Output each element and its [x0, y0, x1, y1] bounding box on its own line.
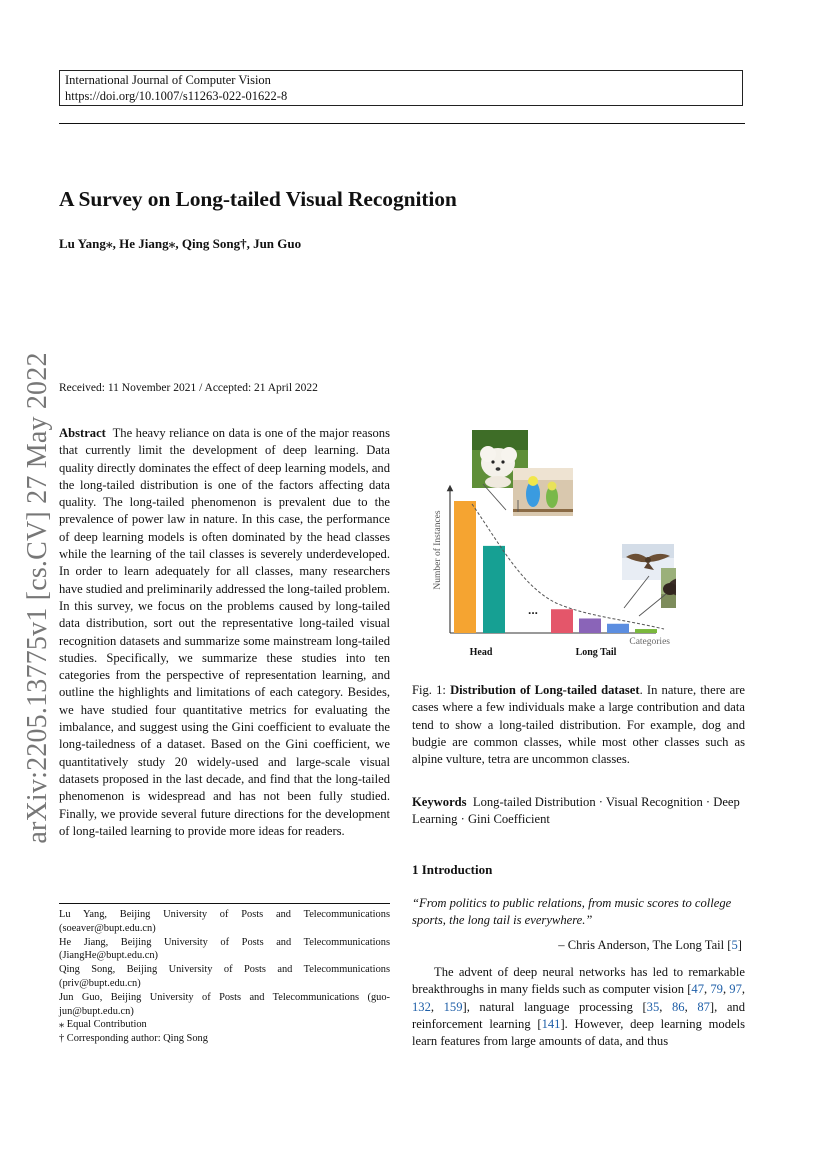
- epigraph-quote: “From politics to public relations, from music scores to college sports, the long tail is everywhere.”: [412, 896, 732, 928]
- intro-text: ], and reinforcement learning [: [412, 999, 746, 1031]
- author-list: Lu Yang⁎, He Jiang⁎, Qing Song†, Jun Guo: [59, 236, 302, 251]
- head-label: Head: [469, 647, 493, 658]
- ellipsis-mark: ...: [528, 603, 539, 617]
- bar-category-4: [579, 618, 601, 633]
- bar-category-3: [551, 609, 573, 633]
- caption-text: . In nature, there are cases where a few individuals make a large contribution and data tend to show a long-tailed distribution. For example, dog and budgie are common classes, while most other classes such as alpine vulture, tetra are uncommon classes.: [412, 683, 746, 767]
- boar-photo: [661, 568, 676, 608]
- keywords-label: Keywords: [412, 795, 467, 809]
- footnote-corresponding: † Corresponding author: Qing Song: [59, 1033, 208, 1045]
- x-axis-label: Categories: [629, 637, 670, 647]
- citation-link[interactable]: 87: [697, 999, 710, 1014]
- citation-link[interactable]: 141: [541, 1016, 561, 1031]
- intro-text: ]. However, deep learning models learn features from large amounts of data, and thus: [412, 1016, 745, 1049]
- bar-category-1: [454, 501, 476, 633]
- footnote-affiliation: He Jiang, Beijing University of Posts and Telecommunications (JiangHe@bupt.edu.cn): [59, 936, 390, 962]
- header-rule: [59, 123, 745, 124]
- long-tail-label: Long Tail: [575, 647, 617, 658]
- caption-label: Fig. 1:: [412, 683, 446, 697]
- abstract-text: The heavy reliance on data is one of the major reasons that currently limit the development of deep learning. Data quality directly dominates the effect of deep learning models, and the long-tailed distribution is one of the factors affecting data quality. The long-tailed phenomenon is prevalent due to the prevalence of power law in nature. In this case, the performance of deep learning models is often dominated by the head classes while the learning of the tail classes is severely underdeveloped. In order to learn adequately for all classes, many researchers have studied and preliminarily addressed the long-tailed problem. In this survey, we focus on the problems caused by long-tailed data distribution, sort out the representative long-tailed visual recognition datasets and summarize some mainstream long-tailed studies. Specifically, we summarize these studies into ten categories from the perspective of representation learning, and outline the highlights and limitations of each category. Besides, we have studied four quantitative metrics for evaluating the imbalance, and suggest using the Gini coefficient to evaluate the long-tailedness of a dataset. Based on the Gini coefficient, we quantitatively study 20 widely-used and large-scale visual datasets proposed in the last decade, and find that the long-tailed phenomenon is widespread and has not been fully studied. Finally, we provide several future directions for the development of long-tailed learning to provide more ideas for readers.: [59, 426, 390, 838]
- figure-caption: [412, 682, 745, 768]
- abstract-label: Abstract: [59, 426, 106, 440]
- citation-link[interactable]: 97: [729, 982, 742, 997]
- arxiv-stamp: arXiv:2205.13775v1 [cs.CV] 27 May 2022: [22, 352, 53, 844]
- section-heading-introduction: 1 Introduction: [412, 862, 493, 877]
- footnote-affiliation: Qing Song, Beijing University of Posts and Telecommunications (priv@bupt.edu.cn): [59, 964, 390, 989]
- doi-link[interactable]: https://doi.org/10.1007/s11263-022-01622-8: [65, 89, 288, 103]
- citation-link[interactable]: 86: [671, 999, 685, 1014]
- attribution-close: ]: [737, 938, 742, 952]
- citation-link[interactable]: 159: [443, 999, 463, 1014]
- budgie-photo: [513, 468, 573, 516]
- abstract: [59, 425, 390, 840]
- bar-category-2: [483, 546, 505, 633]
- citation-link[interactable]: 47: [691, 982, 704, 997]
- paper-title: A Survey on Long-tailed Visual Recognition: [59, 187, 457, 211]
- epigraph-attribution: [412, 938, 742, 953]
- footnote-equal-contribution: ⁎ Equal Contribution: [59, 1019, 147, 1031]
- keywords-text: Long-tailed Distribution · Visual Recognition · Deep Learning · Gini Coefficient: [412, 795, 740, 827]
- y-axis-label: Number of Instances: [433, 510, 443, 590]
- citation-link[interactable]: 5: [731, 938, 738, 952]
- footnote-affiliation: Lu Yang, Beijing University of Posts and Telecommunications (soeaver@bupt.edu.cn): [59, 909, 390, 934]
- received-dates: Received: 11 November 2021 / Accepted: 21 April 2022: [59, 382, 318, 394]
- long-tail-chart: [426, 426, 676, 661]
- footnote-affiliation: Jun Guo, Beijing University of Posts and Telecommunications (guo-jun@bupt.edu.cn): [59, 991, 390, 1017]
- citation-link[interactable]: 79: [710, 982, 723, 997]
- author-footnotes: [59, 908, 390, 1046]
- pointer-vulture: [624, 576, 649, 608]
- intro-text: ], natural language processing [: [462, 999, 647, 1014]
- citation-link[interactable]: 35: [646, 999, 660, 1014]
- attribution-text: – Chris Anderson, The Long Tail [: [558, 938, 732, 952]
- bar-category-5: [607, 624, 629, 633]
- journal-info-box: [59, 70, 743, 106]
- introduction-paragraph: The advent of deep neural networks has led to remarkable breakthroughs in many fields such as computer vision [47, 79, 97, 132, 159], natural language processing [35, 86, 87], and reinforcement learning [141]. However, deep learning models learn features from large amounts of data, and thus: [412, 965, 746, 1049]
- caption-title: Distribution of Long-tailed dataset: [450, 683, 640, 697]
- bar-category-6: [635, 629, 657, 633]
- intro-text: The advent of deep neural networks has led to remarkable breakthroughs in many fields such as computer vision [: [412, 965, 745, 997]
- journal-name: International Journal of Computer Vision: [65, 73, 271, 87]
- footnote-rule: [59, 903, 390, 904]
- citation-link[interactable]: 132: [412, 999, 431, 1014]
- figure-long-tailed-distribution: [426, 426, 676, 661]
- keywords: [412, 794, 745, 829]
